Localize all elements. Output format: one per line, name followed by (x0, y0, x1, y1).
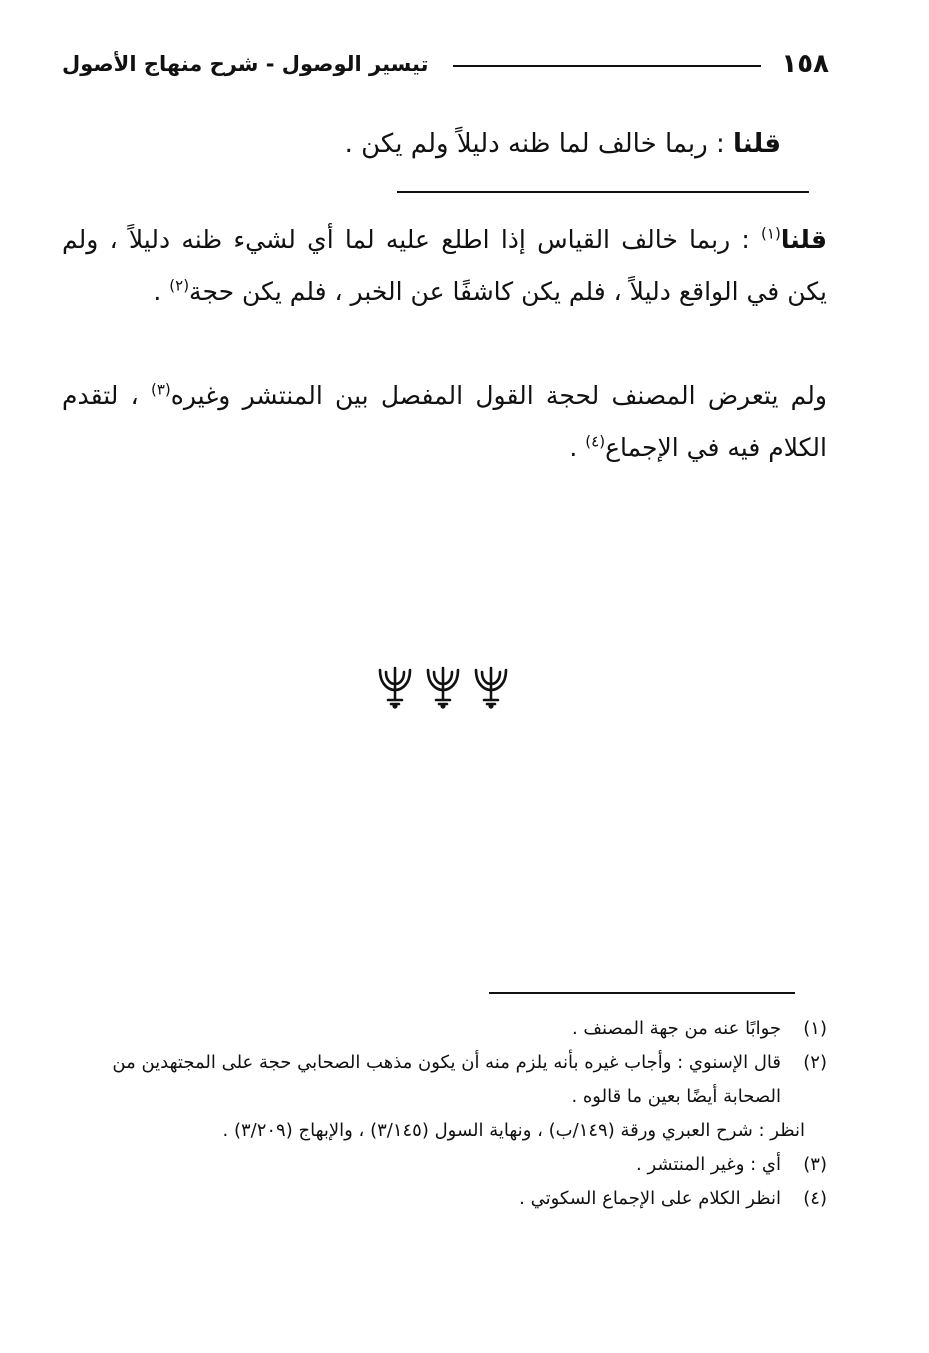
footnote-number: (١) (803, 1018, 827, 1039)
paragraph-text: . (569, 433, 586, 462)
footnote-item (62, 1046, 827, 1114)
paragraph-text: . (153, 277, 170, 306)
matn-separator-rule (397, 191, 809, 193)
footnote-number: (٢) (803, 1052, 827, 1073)
header-rule (453, 65, 761, 67)
commentary-paragraph-2 (62, 370, 827, 474)
commentary-paragraph-1 (62, 214, 827, 318)
footnote-ref-3: (٣) (150, 380, 171, 399)
footnote-separator-rule (489, 992, 795, 994)
running-title: تيسير الوصول - شرح منهاج الأصول (62, 52, 429, 76)
footnote-text: أي : وغير المنتشر . (636, 1154, 781, 1175)
footnote-text: قال الإسنوي : وأجاب غيره بأنه يلزم منه أن يكون مذهب الصحابي حجة على المجتهدين من الصحابة أيضًا بعين ما قالوه . (112, 1052, 781, 1107)
footnote-item (62, 1182, 827, 1216)
footnote-text: انظر : شرح العبري ورقة (١٤٩/ب) ، ونهاية السول (٣/١٤٥) ، والإبهاج (٣/٢٠٩) . (222, 1120, 805, 1141)
footnote-text: جوابًا عنه من جهة المصنف . (571, 1018, 781, 1039)
footnote-item (62, 1012, 827, 1046)
paragraph-text: ، لتقدم الكلام فيه في الإجماع (62, 381, 827, 462)
footnote-ref-1: (١) (761, 224, 781, 243)
footnote-text: انظر الكلام على الإجماع السكوتي . (519, 1188, 781, 1209)
paragraph-text: : ربما خالف القياس إذا اطلع عليه لما أي لشيء ظنه دليلاً ، ولم يكن في الواقع دليلاً ، فلم يكن كاشفًا عن الخبر ، فلم يكن حجة (62, 225, 827, 306)
paragraph-lead: قلنا (780, 225, 827, 254)
footnotes (62, 1012, 827, 1216)
footnote-item (62, 1148, 827, 1182)
three-candelabra-ornament-icon (376, 664, 510, 710)
matn-lead: قلنا (732, 129, 781, 159)
footnote-ref-4: (٤) (585, 432, 606, 451)
footnote-citation (62, 1114, 805, 1148)
page-number: ١٥٨ (781, 49, 829, 79)
matn-text: : ربما خالف لما ظنه دليلاً ولم يكن . (344, 129, 733, 159)
footnote-number: (٣) (803, 1154, 827, 1175)
running-head (62, 44, 829, 84)
footnote-ref-2: (٢) (169, 276, 190, 295)
footnote-number: (٤) (803, 1188, 827, 1209)
matn-quotation (345, 120, 781, 168)
paragraph-text: ولم يتعرض المصنف لحجة القول المفصل بين المنتشر وغيره (170, 381, 827, 410)
